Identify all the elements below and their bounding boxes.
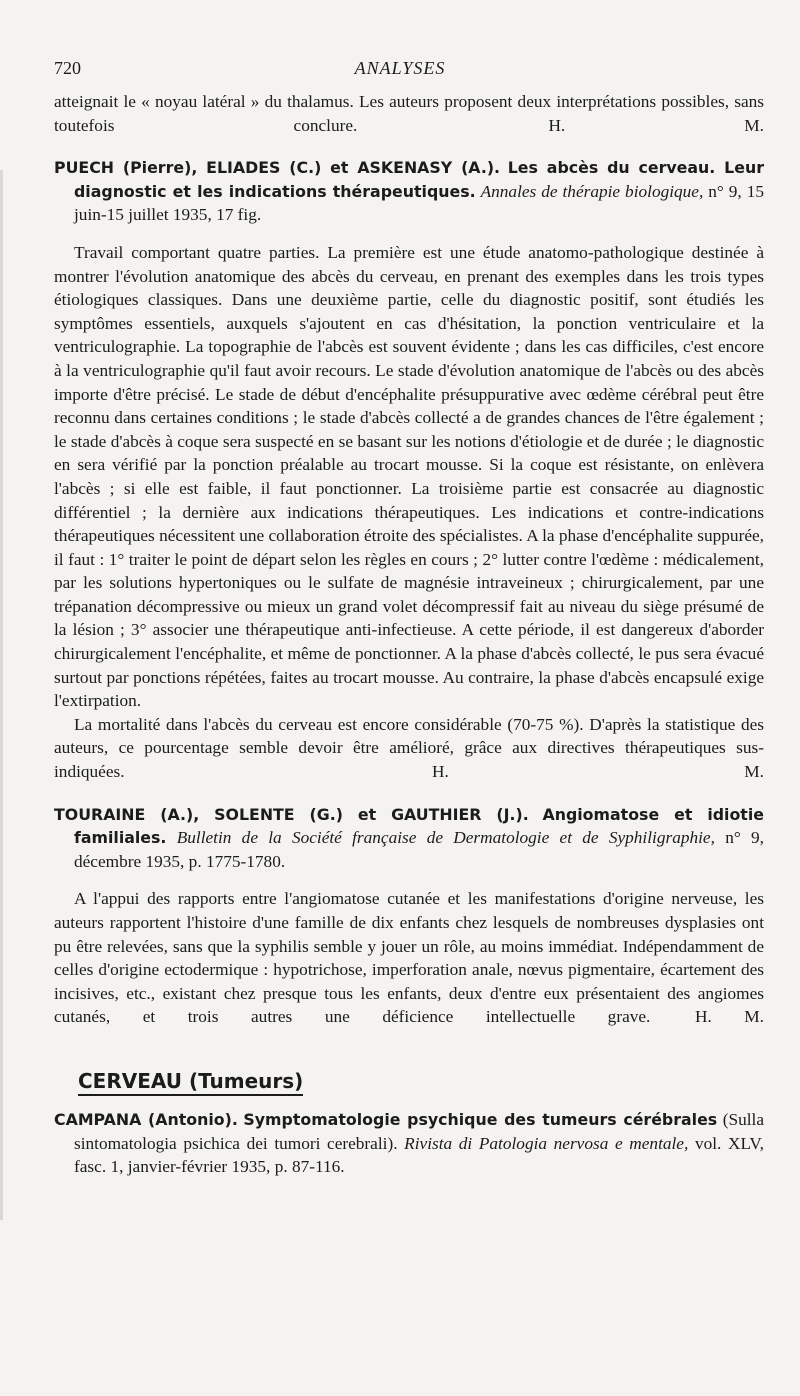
continuation-text: atteignait le « noyau latéral » du thalamus. Les auteurs proposent deux interprétations possibles, sans toutefois conclure. [54,92,764,135]
entry-journal: Bulletin de la Société française de Dermatologie et de Syphiligraphie, [176,828,715,848]
bibliographic-entry [54,1108,764,1179]
page-content [54,90,764,1179]
entry-title: Les abcès du cerveau. Leur diagnostic et les indications thérapeutiques. [74,158,764,201]
entry-subtitle: (Sulla sintomatologia psichica dei tumori cerebrali). [74,1109,764,1153]
entry-details: n° 9, 15 juin-15 juillet 1935, 17 fig. [74,181,764,225]
abstract-paragraph [54,887,764,1029]
bibliographic-entry [54,156,764,227]
signature: H. M. [432,762,764,782]
entry-authors: TOURAINE (A.), SOLENTE (G.) et GAUTHIER (J.). [54,804,529,824]
continuation-paragraph [54,90,764,137]
signature: H. M. [694,1007,764,1027]
entry-details: vol. XLV, fasc. 1, janvier-février 1935, p. 87-116. [74,1133,764,1177]
page-header [0,58,800,82]
running-title: ANALYSES [354,58,446,78]
entry-title: Angiomatose et idiotie familiales. [74,804,764,848]
entry-journal: Annales de thérapie biologique, [480,181,704,201]
entry-title: Symptomatologie psychique des tumeurs cérébrales [243,1109,718,1129]
abstract-text: La mortalité dans l'abcès du cerveau est encore considérable (70-75 %). D'après la statistique des auteurs, ce pourcentage semble devoir être amélioré, grâce aux directives thérapeutiques sus-indiquées. [54,714,764,782]
abstract-text: A l'appui des rapports entre l'angiomatose cutanée et les manifestations d'origine nerveuse, les auteurs rapportent l'histoire d'une famille de dix enfants chez lesquels de nombreuses dysplasies ont pu être relevées, sans que la syphilis semble y jouer un rôle, au moins immédiat. Indépendamment de celles d'origine ectodermique : hypotrichose, imperforation anale, nœvus pigmentaire, écartement des incisives, etc., existant chez presque tous les enfants, deux d'entre eux présentaient des angiomes cutanés, et trois autres une déficience intellectuelle grave. [54,889,764,1027]
entry-journal: Rivista di Patologia nervosa e mentale, [404,1133,689,1153]
page-number: 720 [54,58,81,78]
page-edge-shadow [0,170,3,1220]
abstract-paragraph [54,713,764,784]
entry-authors: PUECH (Pierre), ELIADES (C.) et ASKENASY (A.). [54,158,501,178]
entry-details: n° 9, décembre 1935, p. 1775-1780. [74,828,764,871]
abstract-paragraph: Travail comportant quatre parties. La première est une étude anatomo-pathologique destinée à montrer l'évolution anatomique des abcès du cerveau, en prenant des exemples dans les trois types étiologiques classiques. Dans une deuxième partie, celle du diagnostic positif, sont étudiés les symptômes essentiels, auxquels s'ajoutent en cas d'hésitation, la ponction ventriculaire et la ventriculographie. La topographie de l'abcès est souvent évidente ; dans les cas difficiles, c'est encore à la ventriculographie qu'il faut avoir recours. Le stade d'évolution anatomique de l'abcès ou des abcès importe d'être précisé. Le stade de début d'encéphalite présuppurative avec œdème cérébral peut être reconnu dans certaines conditions ; le stade d'abcès collecté a de grandes chances de l'être également ; le stade d'abcès à coque sera suspecté en se basant sur les notions d'étiologie et de durée ; le diagnostic en sera vérifié par la ponction préalable au trocart mousse. Si la coque est résistante, on enlèvera l'abcès ; si elle est faible, il faut ponctionner. La troisième partie est consacrée au diagnostic différentiel ; la dernière aux indications thérapeutiques. Les indications et contre-indications thérapeutiques nécessitent une collaboration étroite des spécialistes. A la phase d'encéphalite suppurée, il faut : 1° traiter le point de départ selon les règles en cours ; 2° lutter contre l'œdème : médicalement, par les solutions hypertoniques ou le sulfate de magnésie intraveineux ; chirurgicalement, par une trépanation décompressive ou mieux un grand volet décompressif fait au niveau du siège présumé de la lésion ; 3° associer une thérapeutique anti-infectieuse. A cette période, il est dangereux d'aborder chirurgicalement l'encéphalite, et même de ponctionner. A la phase d'abcès collecté, le pus sera évacué surtout par ponctions répétées, faites au trocart mousse. Au contraire, la phase d'abcès encapsulé exige l'extirpation. [54,242,764,711]
signature: H. M. [548,115,764,135]
entry-authors: CAMPANA (Antonio). [54,1109,238,1129]
section-heading: CERVEAU (Tumeurs) [78,1069,303,1096]
bibliographic-entry [54,803,764,874]
